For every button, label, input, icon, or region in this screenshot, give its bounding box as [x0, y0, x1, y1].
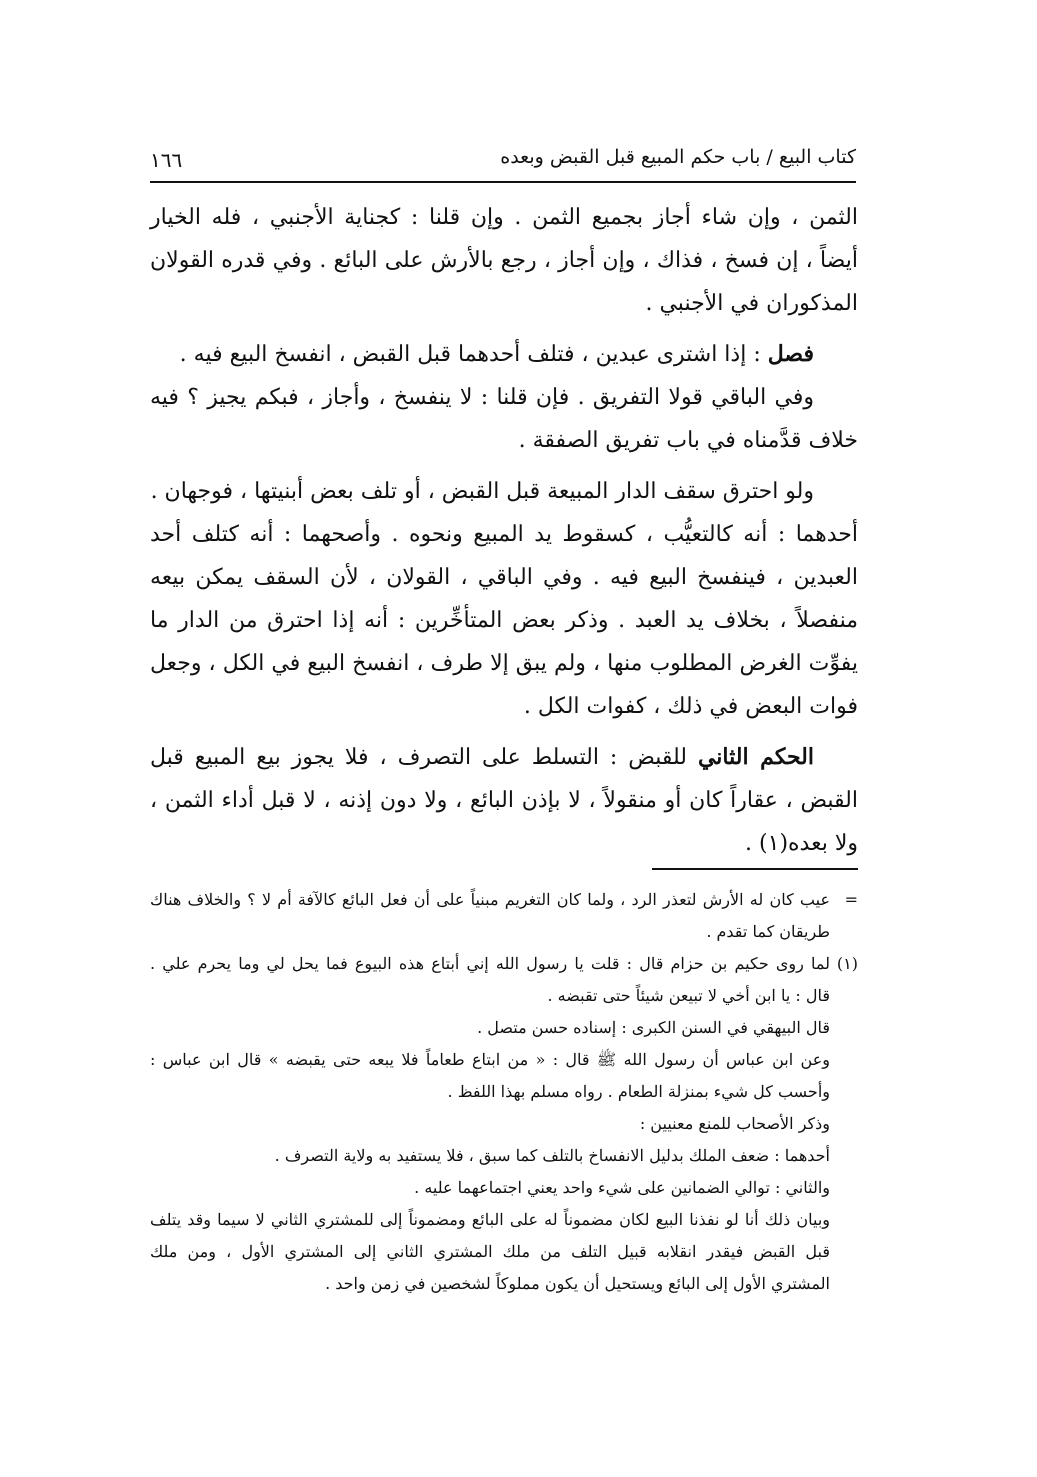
text-line: الثمن ، وإن شاء أجاز بجميع الثمن . وإن قلنا : كجناية الأجنبي ، فله الخيار [150, 205, 858, 230]
page-number: ١٦٦ [150, 148, 183, 172]
text-line [150, 736, 858, 779]
main-text [150, 196, 858, 873]
text-line: خلاف قدَّمناه في باب تفريق الصفقة . [518, 428, 858, 453]
footnote-line: وأحسب كل شيء بمنزلة الطعام . رواه مسلم بهذا اللفظ . [447, 1082, 830, 1101]
footnote-marker: (١) [836, 954, 858, 973]
text-line: أيضاً ، إن فسخ ، فذاك ، وإن أجاز ، رجع بالأرش على البائع . وفي قدره القولان [150, 248, 858, 273]
paragraph-3 [150, 470, 858, 728]
text-run: ولو احترق سقف الدار المبيعة قبل القبض ، أو تلف بعض أبنيتها ، فوجهان . [150, 479, 814, 504]
footnote-line: وعن ابن عباس أن رسول الله ﷺ قال : « من ابتاع طعاماً فلا يبعه حتى يقبضه » قال ابن عباس : [150, 1050, 830, 1069]
footnote-line: عيب كان له الأرش لتعذر الرد ، ولما كان التغريم مبنياً على أن فعل البائع كالآفة أم لا ؟ والخلاف هناك [150, 890, 830, 909]
running-header [150, 140, 856, 182]
footnote-line: طريقان كما تقدم . [706, 922, 830, 941]
footnote-marker: = [844, 890, 858, 909]
text-line [150, 376, 858, 419]
text-line: فوات البعض في ذلك ، كفوات الكل . [523, 694, 858, 719]
footnote-line: أحدهما : ضعف الملك بدليل الانفساخ بالتلف كما سبق ، فلا يستفيد به ولاية التصرف . [274, 1146, 830, 1165]
text-line: المذكوران في الأجنبي . [645, 291, 858, 316]
text-line: ولا بعده(١) . [745, 831, 858, 856]
text-line: أحدهما : أنه كالتعيُّب ، كسقوط يد المبيع ونحوه . وأصحهما : أنه كتلف أحد [150, 522, 858, 547]
header-title: كتاب البيع / باب حكم المبيع قبل القبض وبعده [500, 146, 856, 168]
footnote-line: وذكر الأصحاب للمنع معنيين : [639, 1114, 830, 1133]
section-label: فصل [767, 341, 814, 367]
text-line: القبض ، عقاراً كان أو منقولاً ، لا بإذن البائع ، ولا دون إذنه ، لا قبل أداء الثمن ، [150, 788, 858, 813]
footnote-line: قال البيهقي في السنن الكبرى : إسناده حسن متصل . [477, 1018, 830, 1037]
header-divider [150, 181, 856, 183]
footnote-line: وبيان ذلك أنا لو نفذنا البيع لكان مضموناً له على البائع ومضموناً إلى للمشتري الثاني لا سيما وقد يتلف [150, 1210, 830, 1229]
footnote-line: لما روى حكيم بن حزام قال : قلت يا رسول الله إني أبتاع هذه البيوع فما يحل لي وما يحرم علي . [150, 954, 830, 973]
footnote-divider [652, 868, 858, 870]
text-run: : إذا اشترى عبدين ، فتلف أحدهما قبل القبض ، انفسخ البيع فيه . [179, 342, 761, 367]
text-line [150, 333, 858, 376]
paragraph-1 [150, 196, 858, 325]
footnote-continued [150, 884, 858, 948]
footnote-line: المشتري الأول إلى البائع ويستحيل أن يكون مملوكاً لشخصين في زمن واحد . [325, 1274, 830, 1293]
text-run: وفي الباقي قولا التفريق . فإن قلنا : لا ينفسخ ، وأجاز ، فبكم يجيز ؟ فيه [150, 385, 814, 410]
text-line: يفوِّت الغرض المطلوب منها ، ولم يبق إلا طرف ، انفسخ البيع في الكل ، وجعل [150, 651, 858, 676]
text-run: للقبض : التسلط على التصرف ، فلا يجوز بيع المبيع قبل [150, 745, 687, 770]
footnote-line: قبل القبض فيقدر انقلابه قبيل التلف من ملك المشتري الثاني إلى المشتري الأول ، ومن ملك [150, 1242, 830, 1261]
footnote-line: والثاني : توالي الضمانين على شيء واحد يعني اجتماعهما عليه . [414, 1178, 830, 1197]
paragraph-2 [150, 333, 858, 462]
footnotes [150, 884, 858, 1300]
footnote-line: قال : يا ابن أخي لا تبيعن شيئاً حتى تقبضه . [547, 986, 830, 1005]
paragraph-4 [150, 736, 858, 865]
section-label: الحكم الثاني [697, 744, 814, 770]
text-line: منفصلاً ، بخلاف يد العبد . وذكر بعض المتأخِّرين : أنه إذا احترق من الدار ما [150, 608, 858, 633]
text-line [150, 470, 858, 513]
footnote-1 [150, 948, 858, 1300]
text-line: العبدين ، فينفسخ البيع فيه . وفي الباقي ، القولان ، لأن السقف يمكن بيعه [150, 565, 858, 590]
